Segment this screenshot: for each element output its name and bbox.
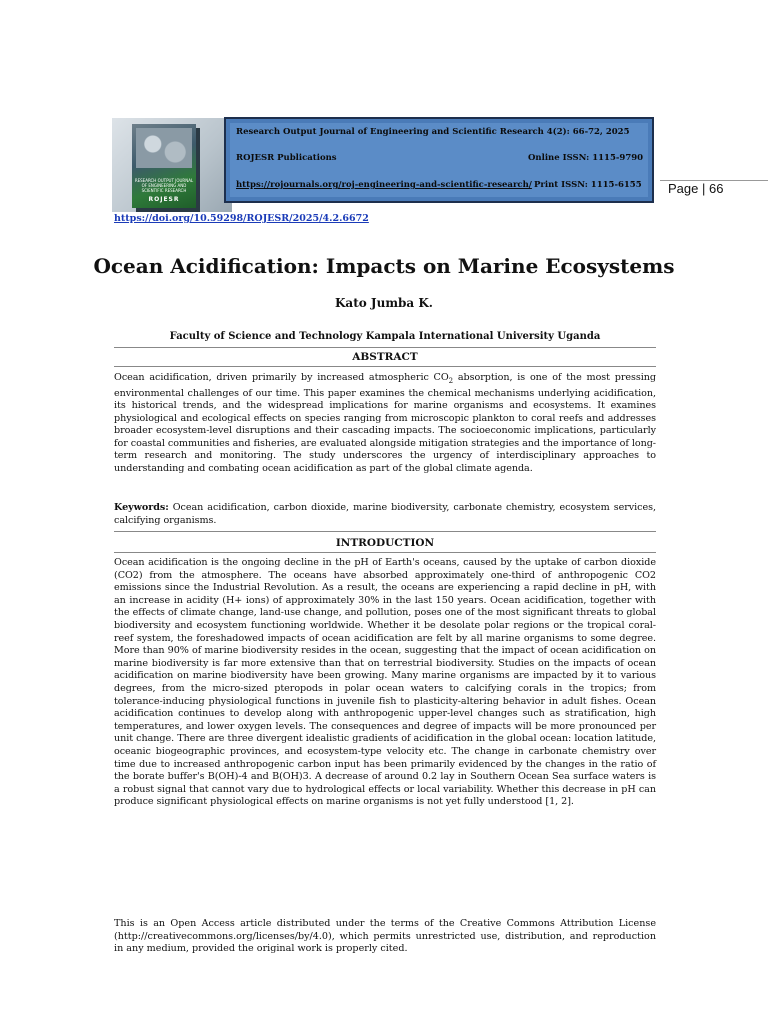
intro-heading-rule	[114, 552, 656, 553]
paper-title: Ocean Acidification: Impacts on Marine Ecosystems	[93, 254, 675, 278]
cover-label: RESEARCH OUTPUT JOURNAL OF ENGINEERING AND SCIENTIFIC RESEARCH	[134, 178, 194, 193]
print-issn: Print ISSN: 1115-6155	[534, 180, 642, 190]
introduction-heading: INTRODUCTION	[335, 537, 435, 549]
keywords-list: Ocean acidification, carbon dioxide, marine biodiversity, carbonate chemistry, ecosystem services, calcifying organisms.	[114, 502, 656, 526]
online-issn: Online ISSN: 1115-9790	[528, 153, 644, 163]
journal-info-box	[224, 117, 654, 203]
abstract-heading-rule	[114, 366, 656, 367]
abstract-top-rule	[114, 347, 656, 348]
keywords-line	[114, 502, 656, 527]
intro-top-rule	[114, 531, 656, 532]
co2-subscript: 2	[448, 376, 454, 385]
author-affiliation: Faculty of Science and Technology Kampala International University Uganda	[169, 331, 601, 342]
journal-citation: Research Output Journal of Engineering and Scientific Research 4(2): 66-72, 2025	[236, 127, 630, 137]
journal-info-inner	[230, 123, 648, 197]
keywords-label: Keywords:	[114, 502, 169, 513]
abstract-text	[114, 372, 656, 476]
abstract-heading: ABSTRACT	[352, 351, 418, 363]
journal-url-link[interactable]: https://rojournals.org/roj-engineering-and-scientific-research/	[236, 180, 532, 190]
license-notice: This is an Open Access article distributed under the terms of the Creative Commons Attribution License (http://creativecommons.org/licenses/by/4.0), which permits unrestricted use, distribution, and reproduction in any medium, provided the original work is properly cited.	[114, 918, 656, 955]
cover-brand: ROJESR	[148, 196, 180, 203]
introduction-text: Ocean acidification is the ongoing decline in the pH of Earth's oceans, caused by the uptake of carbon dioxide (CO2) from the atmosphere. The oceans have absorbed approximately one-third of anthropogenic CO2 emissions since the Industrial Revolution. As a result, the oceans are experiencing a rapid decline in pH, with an increase in acidity (H+ ions) of approximately 30% in the last 150 years. Ocean acidification, together with the effects of climate change, land-use change, and pollution, poses one of the most significant threats to global biodiversity and ecosystem functioning worldwide. Whether it be desolate polar regions or the tropical coral-reef system, the foreshadowed impacts of ocean acidification are felt by all marine organisms to some degree. More than 90% of marine biodiversity resides in the ocean, suggesting that the impact of ocean acidification on marine biodiversity is far more extensive than that on terrestrial biodiversity. Studies on the impacts of ocean acidification on marine biodiversity have been growing. Many marine organisms are impacted by it to various degrees, from the micro-sized pteropods in polar ocean waters to calcifying corals in the tropics; from tolerance-inducing physiological functions in juvenile fish to plasticity-altering behavior in adult fishes. Ocean acidification continues to develop along with anthropogenic upper-level changes such as stratification, high temperatures, and lower oxygen levels. The consequences and degree of impacts will be more pronounced per unit change. There are three divergent idealistic gradients of acidification in the global ocean: location latitude, oceanic biogeographic provinces, and ecosystem-type velocity etc. The change in carbonate chemistry over time due to increased anthropogenic carbon input has been primarily evidenced by the changes in the ratio of the borate buffer's B(OH)-4 and B(OH)3. A decrease of around 0.2 lay in Southern Ocean Sea surface waters is a robust signal that cannot vary due to hydrological effects or local variability. Whether this decrease in pH can produce significant physiological effects on marine organisms is not yet fully understood [1, 2].	[114, 557, 656, 808]
publisher-name: ROJESR Publications	[236, 153, 337, 163]
abstract-text-rest: absorption, is one of the most pressing environmental challenges of our time. This paper examines the chemical mechanisms underlying acidification, its historical trends, and the widespread implications for marine organisms and ecosystems. It examines physiological and ecological effects on species ranging from microscopic plankton to coral reefs and addresses broader ecosystem-level disruptions and their cascading impacts. The socioeconomic implications, particularly for coastal communities and fisheries, are evaluated alongside mitigation strategies and the importance of long-term research and monitoring. The study underscores the urgency of interdisciplinary approaches to understanding and combating ocean acidification as part of the global climate agenda.	[114, 372, 656, 475]
doi-link[interactable]: https://doi.org/10.59298/ROJESR/2025/4.2.6672	[114, 213, 369, 224]
abstract-text-start: Ocean acidification, driven primarily by increased atmospheric CO	[114, 372, 449, 383]
page-number: Page | 66	[668, 181, 724, 196]
paper-author: Kato Jumba K.	[335, 296, 433, 310]
journal-cover-image	[112, 118, 232, 212]
